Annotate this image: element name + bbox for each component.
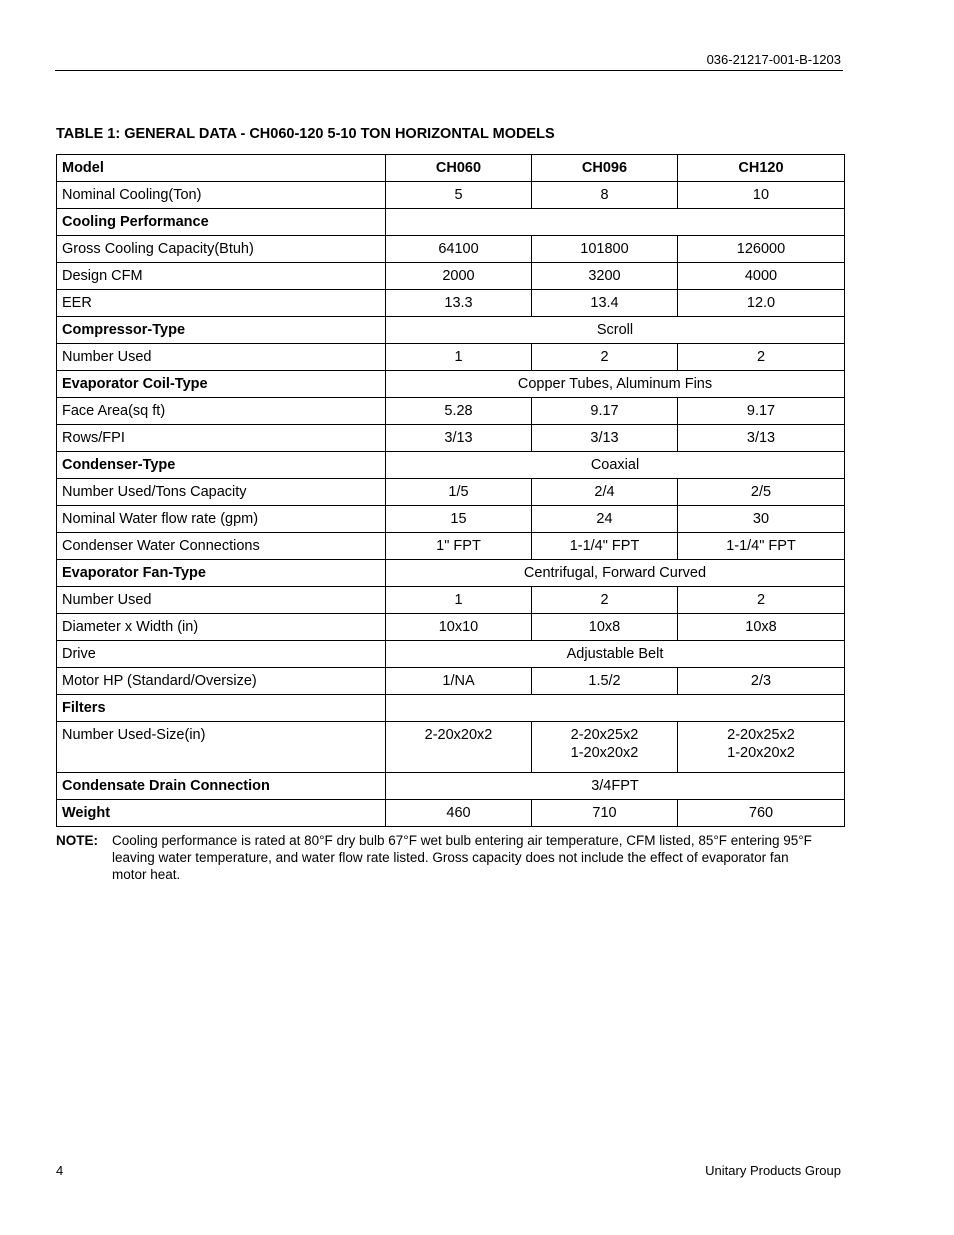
table-cell: 3200	[532, 263, 678, 290]
table-cell: 1/NA	[386, 668, 532, 695]
row-label: Design CFM	[57, 263, 386, 290]
table-cell: 10	[678, 182, 845, 209]
table-row	[57, 668, 845, 695]
section-label: Evaporator Coil-Type	[57, 371, 386, 398]
table-cell: 2/5	[678, 479, 845, 506]
table-title: TABLE 1: GENERAL DATA - CH060-120 5-10 TON HORIZONTAL MODELS	[56, 126, 555, 142]
section-row	[57, 371, 845, 398]
table-row	[57, 533, 845, 560]
row-label: Nominal Cooling(Ton)	[57, 182, 386, 209]
empty-cell	[386, 209, 845, 236]
section-row	[57, 800, 845, 827]
table-row	[57, 182, 845, 209]
table-cell: 760	[678, 800, 845, 827]
header-rule	[55, 70, 843, 71]
row-label: Drive	[57, 641, 386, 668]
row-label: Face Area(sq ft)	[57, 398, 386, 425]
section-label: Compressor-Type	[57, 317, 386, 344]
table-cell: 1/5	[386, 479, 532, 506]
section-label: Condensate Drain Connection	[57, 773, 386, 800]
table-cell: 12.0	[678, 290, 845, 317]
table-cell: 3/13	[532, 425, 678, 452]
table-cell: 10x8	[678, 614, 845, 641]
note-text: Cooling performance is rated at 80°F dry bulb 67°F wet bulb entering air temperature, CFM listed, 85°F entering 95°F leaving water temperature, and water flow rate listed. Gross capacity does not include the effect of evaporator fan motor heat.	[112, 833, 812, 882]
table-row	[57, 641, 845, 668]
table-cell: 30	[678, 506, 845, 533]
table-header-row	[57, 155, 845, 182]
table-row	[57, 290, 845, 317]
table-cell: 1-1/4" FPT	[532, 533, 678, 560]
column-header: CH060	[386, 155, 532, 182]
merged-cell: Adjustable Belt	[386, 641, 845, 668]
table-cell: 13.3	[386, 290, 532, 317]
table-cell: 1-1/4" FPT	[678, 533, 845, 560]
section-row	[57, 560, 845, 587]
table-cell: 10x10	[386, 614, 532, 641]
row-label: Model	[57, 155, 386, 182]
row-label: Diameter x Width (in)	[57, 614, 386, 641]
table-cell: 101800	[532, 236, 678, 263]
merged-cell: Copper Tubes, Aluminum Fins	[386, 371, 845, 398]
table-cell: 2	[678, 344, 845, 371]
section-row	[57, 317, 845, 344]
table-row	[57, 587, 845, 614]
table-cell: 9.17	[532, 398, 678, 425]
row-label: Nominal Water flow rate (gpm)	[57, 506, 386, 533]
table-cell: 2/4	[532, 479, 678, 506]
column-header: CH096	[532, 155, 678, 182]
row-label: Number Used	[57, 587, 386, 614]
merged-cell: Coaxial	[386, 452, 845, 479]
table-cell: 2	[532, 587, 678, 614]
row-label: EER	[57, 290, 386, 317]
row-label: Number Used-Size(in)	[57, 722, 386, 773]
table-cell: 710	[532, 800, 678, 827]
merged-cell: Scroll	[386, 317, 845, 344]
table-cell: 10x8	[532, 614, 678, 641]
table-cell: 3/13	[678, 425, 845, 452]
row-label: Number Used	[57, 344, 386, 371]
section-label: Condenser-Type	[57, 452, 386, 479]
cell-line: 2-20x25x2	[570, 727, 639, 743]
table-cell: 2	[678, 587, 845, 614]
table-row	[57, 425, 845, 452]
table-row	[57, 263, 845, 290]
row-label: Motor HP (Standard/Oversize)	[57, 668, 386, 695]
table-row	[57, 722, 845, 773]
footer-organization: Unitary Products Group	[705, 1163, 841, 1178]
section-label: Cooling Performance	[57, 209, 386, 236]
merged-cell: 3/4FPT	[386, 773, 845, 800]
cell-line: 2-20x25x2	[727, 727, 795, 743]
table-cell: 5.28	[386, 398, 532, 425]
section-row	[57, 209, 845, 236]
table-note	[56, 832, 826, 883]
table-row	[57, 236, 845, 263]
table-cell: 460	[386, 800, 532, 827]
table-cell: 2	[532, 344, 678, 371]
section-label: Weight	[57, 800, 386, 827]
table-cell: 8	[532, 182, 678, 209]
note-label: NOTE:	[56, 833, 98, 848]
table-cell: 13.4	[532, 290, 678, 317]
table-cell: 24	[532, 506, 678, 533]
document-number: 036-21217-001-B-1203	[706, 52, 841, 67]
row-label: Number Used/Tons Capacity	[57, 479, 386, 506]
table-cell: 126000	[678, 236, 845, 263]
table-row	[57, 614, 845, 641]
section-row	[57, 695, 845, 722]
table-cell: 4000	[678, 263, 845, 290]
table-cell: 5	[386, 182, 532, 209]
row-label: Condenser Water Connections	[57, 533, 386, 560]
empty-cell	[386, 695, 845, 722]
table-cell: 9.17	[678, 398, 845, 425]
row-label: Rows/FPI	[57, 425, 386, 452]
table-cell: 1.5/2	[532, 668, 678, 695]
cell-line: 2-20x20x2	[424, 727, 493, 743]
merged-cell: Centrifugal, Forward Curved	[386, 560, 845, 587]
table-cell	[678, 722, 845, 773]
table-cell: 15	[386, 506, 532, 533]
row-label: Gross Cooling Capacity(Btuh)	[57, 236, 386, 263]
section-row	[57, 452, 845, 479]
table-row	[57, 398, 845, 425]
table-row	[57, 506, 845, 533]
table-cell: 64100	[386, 236, 532, 263]
cell-line: 1-20x20x2	[727, 745, 795, 761]
section-row	[57, 773, 845, 800]
column-header: CH120	[678, 155, 845, 182]
page-number: 4	[56, 1163, 64, 1178]
table-cell: 2000	[386, 263, 532, 290]
table-cell: 1" FPT	[386, 533, 532, 560]
cell-line: 1-20x20x2	[570, 745, 639, 761]
table-cell: 3/13	[386, 425, 532, 452]
table-cell: 1	[386, 587, 532, 614]
table-cell	[532, 722, 678, 773]
table-cell: 1	[386, 344, 532, 371]
table-row	[57, 479, 845, 506]
general-data-table	[56, 154, 845, 827]
section-label: Evaporator Fan-Type	[57, 560, 386, 587]
table-cell: 2/3	[678, 668, 845, 695]
table-cell	[386, 722, 532, 773]
section-label: Filters	[57, 695, 386, 722]
table-row	[57, 344, 845, 371]
